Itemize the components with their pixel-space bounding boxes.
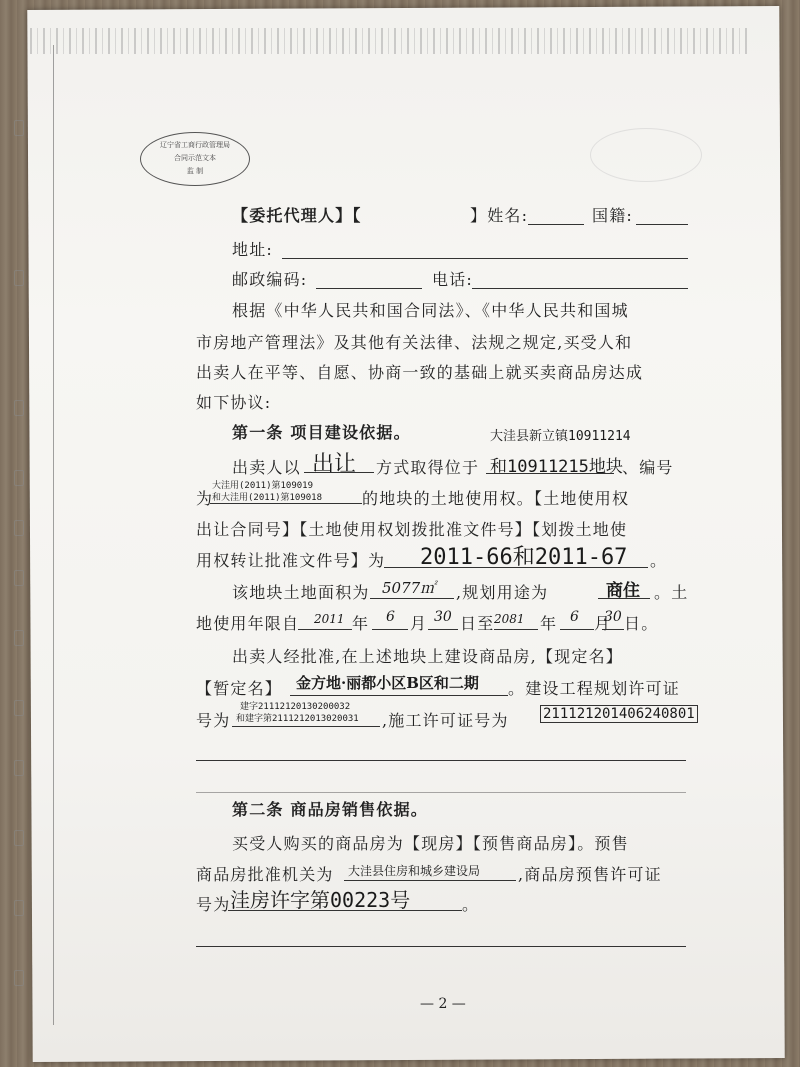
project-name-blank	[290, 695, 508, 696]
location-blank	[486, 473, 614, 474]
handwritten-location: 和10911215地块	[490, 457, 623, 477]
handwritten-year: 2081	[494, 612, 525, 626]
address-label: 地址:	[232, 240, 273, 259]
article-1-text: 用权转让批准文件号】为	[196, 551, 386, 570]
article-1-text: 出卖人以	[232, 458, 301, 477]
article-1-text: 。土	[654, 583, 689, 602]
binding-hole	[14, 630, 24, 646]
handwritten-use: 商住	[606, 581, 640, 601]
stamp-line: 合同示范文本	[174, 154, 216, 162]
day-blank	[428, 629, 458, 630]
margin-line	[53, 45, 54, 1025]
year-blank	[494, 629, 538, 630]
approval-no-blank	[384, 567, 648, 568]
article-1-text: 日。	[624, 614, 659, 633]
article-1-text: ,规划用途为	[456, 583, 549, 602]
address-blank	[282, 258, 688, 259]
handwritten-project-name: 金方地·丽都小区B区和二期	[296, 674, 479, 692]
article-1-text: 号为	[196, 711, 231, 730]
year-blank	[298, 629, 352, 630]
article-1-text: 方式取得位于	[376, 458, 480, 477]
blank-line	[196, 946, 686, 947]
handwritten-month: 6	[570, 609, 579, 625]
article-2-text: ,商品房预售许可证	[518, 865, 662, 884]
month-blank	[372, 629, 408, 630]
binding-hole	[14, 570, 24, 586]
handwritten-approval-no: 2011-66和2011-67	[420, 545, 628, 570]
handwritten-day: 30	[604, 609, 622, 625]
official-stamp	[140, 132, 250, 186]
binding-hole	[14, 900, 24, 916]
article-1-text: 日至	[460, 614, 495, 633]
article-1-text: 。	[650, 551, 668, 570]
binding-hole	[14, 470, 24, 486]
binding-holes	[10, 120, 30, 1020]
preamble-line: 市房地产管理法》及其他有关法律、法规之规定,买受人和	[196, 333, 633, 352]
article-1-title: 第一条 项目建设依据。	[232, 423, 411, 442]
land-no-blank	[210, 503, 362, 504]
fax-header-band	[30, 28, 750, 54]
article-1-text: 出让合同号】【土地使用权划拨批准文件号】【划拨土地使	[196, 520, 628, 539]
handwritten-authority: 大洼县住房和城乡建设局	[348, 864, 481, 878]
preamble-line: 根据《中华人民共和国合同法》、《中华人民共和国城	[232, 301, 629, 320]
handwritten-land-no: 大洼用(2011)第109019	[212, 481, 314, 491]
article-1-text: 月	[410, 614, 428, 633]
article-1-text: 月	[594, 614, 612, 633]
article-1-text: 出卖人经批准,在上述地块上建设商品房,【现定名】	[232, 647, 623, 666]
stamp-line: 监 制	[186, 167, 204, 175]
nationality-blank	[636, 224, 688, 225]
binding-hole	[14, 760, 24, 776]
binding-hole	[14, 520, 24, 536]
presale-permit-blank	[228, 910, 462, 911]
name-blank	[528, 224, 584, 225]
handwritten-area: 5077㎡	[382, 579, 436, 597]
handwritten-method: 出让	[312, 452, 357, 477]
handwritten-permit-no: 和建字第2111212013020031	[236, 714, 359, 724]
handwritten-day: 30	[434, 609, 452, 625]
preamble-line: 如下协议:	[196, 393, 272, 412]
handwritten-construction-permit: 211121201406240801	[540, 705, 698, 723]
article-1-text: 年	[352, 614, 370, 633]
day-blank	[602, 629, 624, 630]
article-1-text: 该地块土地面积为	[232, 583, 370, 602]
stamp-line: 辽宁省工商行政管理局	[160, 141, 230, 149]
handwritten-presale-permit: 洼房许字第00223号	[230, 888, 411, 912]
article-1-text: ,施工许可证号为	[382, 711, 509, 730]
month-blank	[560, 629, 594, 630]
handwritten-month: 6	[386, 609, 395, 625]
preamble-line: 出卖人在平等、自愿、协商一致的基础上就买卖商品房达成	[196, 363, 644, 382]
article-2-text: 买受人购买的商品房为【现房】【预售商品房】。预售	[232, 834, 629, 853]
authority-blank	[344, 880, 516, 881]
postcode-label: 邮政编码:	[232, 270, 308, 289]
postcode-blank	[316, 288, 422, 289]
handwritten-year: 2011	[314, 612, 345, 626]
binding-hole	[14, 270, 24, 286]
nationality-label: 国籍:	[592, 206, 633, 225]
binding-hole	[14, 830, 24, 846]
handwritten-note: 大洼县新立镇10911214	[490, 429, 631, 444]
agent-label: 【委托代理人】【	[232, 206, 362, 225]
faint-stamp	[590, 128, 702, 182]
agent-name-label: 】姓名:	[470, 206, 529, 225]
blank-line	[196, 760, 686, 761]
article-1-text: 的地块的土地使用权。【土地使用权	[362, 489, 630, 508]
page-number: — 2 —	[420, 996, 466, 1012]
article-1-text: 【暂定名】	[196, 679, 283, 698]
area-blank	[370, 598, 454, 599]
permit-no-blank	[232, 726, 380, 727]
phone-blank	[472, 288, 688, 289]
binding-hole	[14, 120, 24, 136]
binding-hole	[14, 970, 24, 986]
article-1-text: 、编号	[622, 458, 674, 477]
article-2-text: 号为	[196, 895, 231, 914]
article-1-text: 年	[540, 614, 558, 633]
article-2-text: 。	[462, 895, 480, 914]
handwritten-land-no: 和大洼用(2011)第109018	[212, 493, 323, 503]
article-1-text: 地使用年限自	[196, 614, 300, 633]
blank-line	[196, 792, 686, 793]
article-2-text: 商品房批准机关为	[196, 865, 334, 884]
method-blank	[304, 472, 374, 473]
binding-hole	[14, 700, 24, 716]
article-1-text: 为	[196, 489, 214, 508]
handwritten-permit-no: 建字21112120130200032	[240, 702, 351, 712]
use-blank	[598, 598, 650, 599]
article-1-text: 。建设工程规划许可证	[508, 679, 681, 698]
binding-hole	[14, 400, 24, 416]
article-2-title: 第二条 商品房销售依据。	[232, 800, 428, 819]
phone-label: 电话:	[432, 270, 473, 289]
